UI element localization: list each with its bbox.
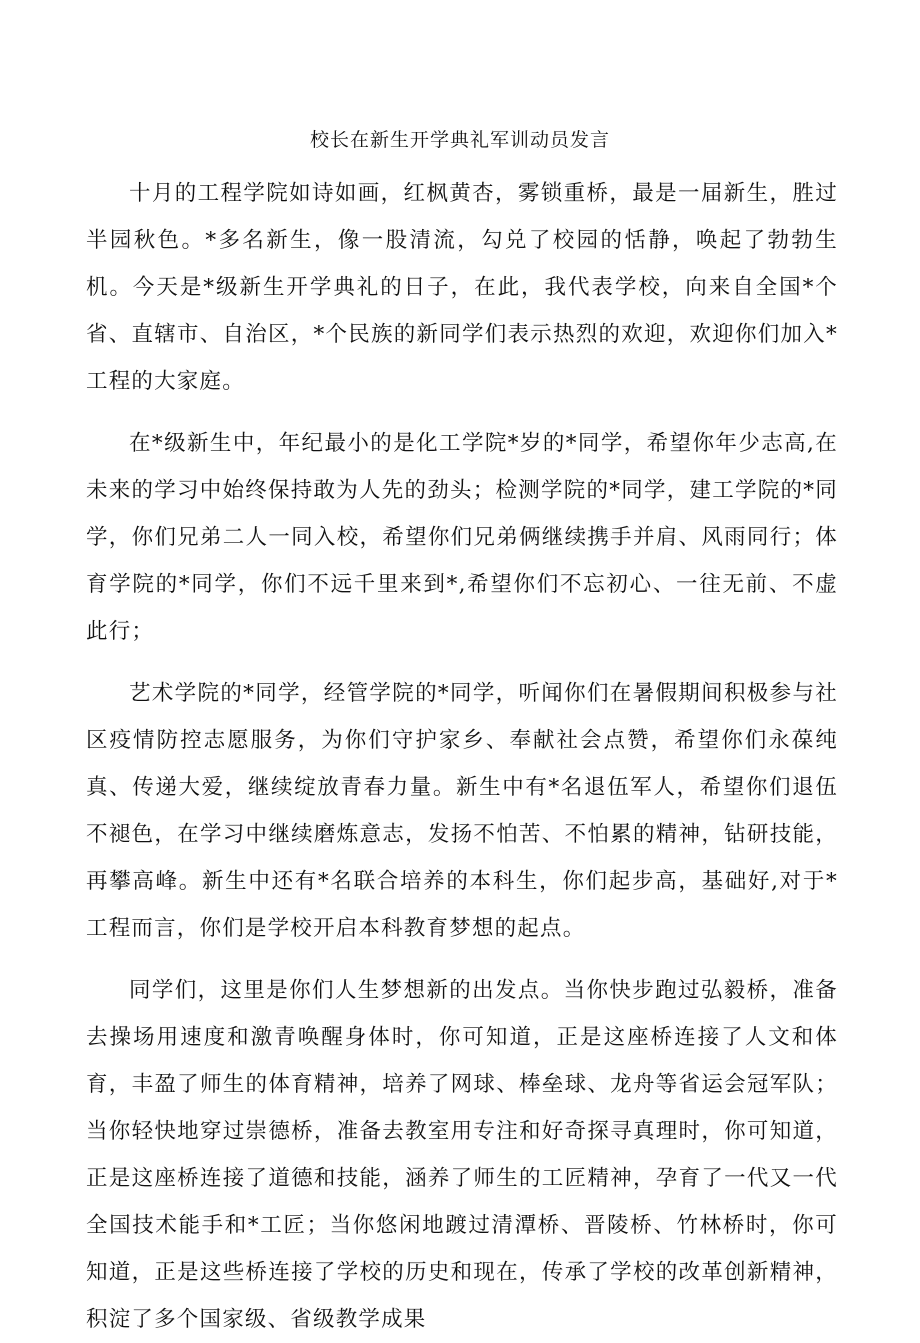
document-title: 校长在新生开学典礼军训动员发言 <box>309 129 610 151</box>
document-body <box>86 170 838 1343</box>
paragraph-1: 十月的工程学院如诗如画，红枫黄杏，雾锁重桥，最是一届新生，胜过半园秋色。*多名新生，像一股清流，勾兑了校园的恬静，唤起了勃勃生机。今天是*级新生开学典礼的日子，在此，我代表学校，向来自全国*个省、直辖市、自治区，*个民族的新同学们表示热烈的欢迎，欢迎你们加入*工程的大家庭。 <box>86 181 838 394</box>
paragraph-3: 艺术学院的*同学，经管学院的*同学，听闻你们在暑假期间积极参与社区疫情防控志愿服务，为你们守护家乡、奉献社会点赞，希望你们永葆纯真、传递大爱，继续绽放青春力量。新生中有*名退伍军人，希望你们退伍不褪色，在学习中继续磨炼意志，发扬不怕苦、不怕累的精神，钻研技能，再攀高峰。新生中还有*名联合培养的本科生，你们起步高，基础好,对于*工程而言，你们是学校开启本科教育梦想的起点。 <box>86 681 838 941</box>
paragraph-2: 在*级新生中，年纪最小的是化工学院*岁的*同学，希望你年少志高,在未来的学习中始终保持敢为人先的劲头；检测学院的*同学，建工学院的*同学，你们兄弟二人一同入校，希望你们兄弟俩继续携手并肩、风雨同行；体育学院的*同学，你们不远千里来到*,希望你们不忘初心、一往无前、不虚此行； <box>86 431 838 644</box>
paragraph-4: 同学们，这里是你们人生梦想新的出发点。当你快步跑过弘毅桥，准备去操场用速度和激青唤醒身体时，你可知道，正是这座桥连接了人文和体育，丰盈了师生的体育精神，培养了网球、棒垒球、龙舟等省运会冠军队；当你轻快地穿过崇德桥，准备去教室用专注和好奇探寻真理时，你可知道，正是这座桥连接了道德和技能，涵养了师生的工匠精神，孕育了一代又一代全国技术能手和*工匠；当你悠闲地踱过清潭桥、晋陵桥、竹林桥时，你可知道，正是这些桥连接了学校的历史和现在，传承了学校的改革创新精神，积淀了多个国家级、省级教学成果 <box>86 978 838 1332</box>
